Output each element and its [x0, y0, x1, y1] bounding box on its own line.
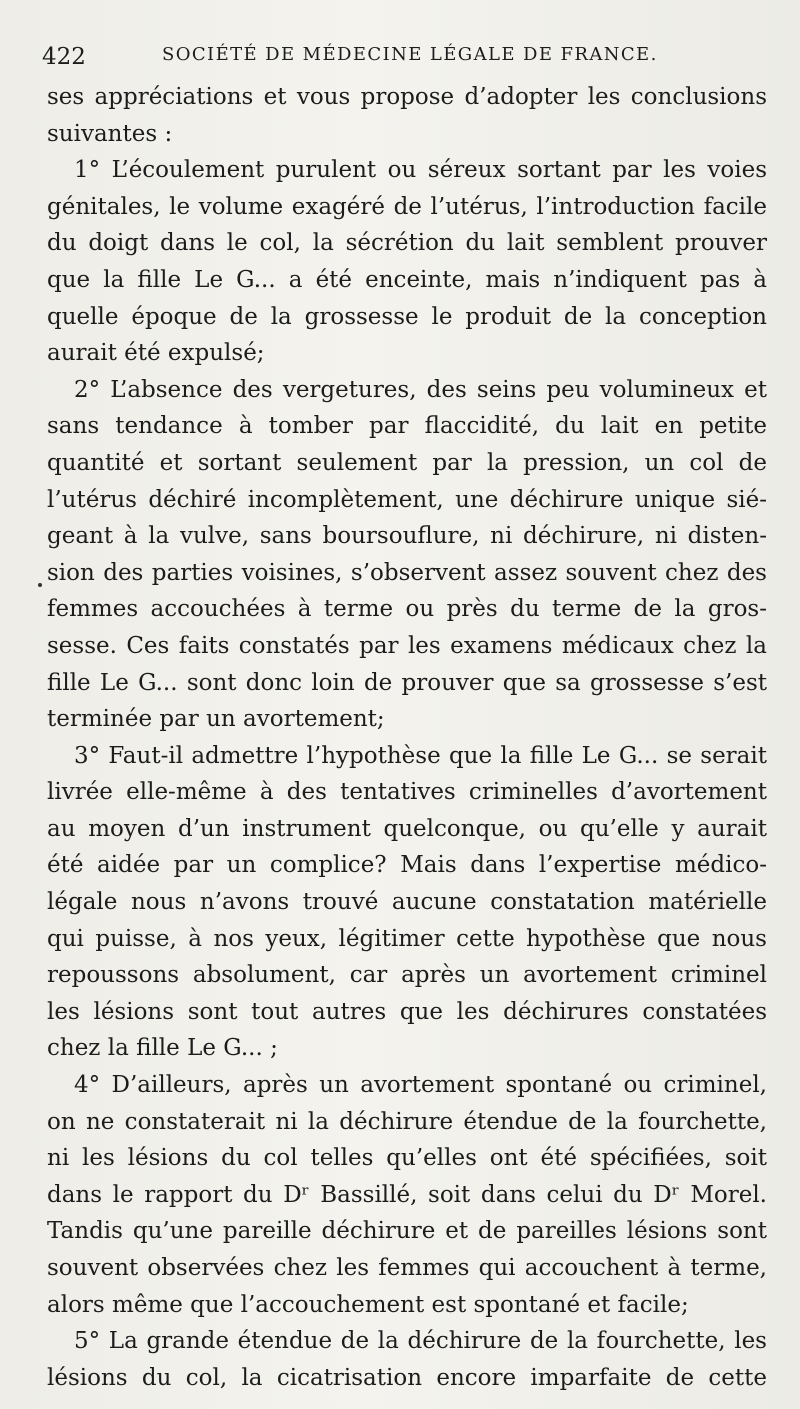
text-line: livrée elle-même à des tentatives criminelles d’avortement: [47, 779, 767, 806]
text-line: quantité et sortant seulement par la pression, un col de: [47, 449, 767, 476]
text-line: femmes accouchées à terme ou près du terme de la gros-: [47, 596, 767, 623]
text-line: l’utérus déchiré incomplètement, une déchirure unique sié-: [47, 486, 767, 513]
text-line: fille Le G... sont donc loin de prouver que sa grossesse s’est: [47, 669, 767, 696]
text-line: été aidée par un complice? Mais dans l’expertise médico-: [47, 852, 767, 879]
text-line: que la fille Le G... a été enceinte, mais n’indiquent pas à: [47, 266, 767, 293]
text-line: suivantes :: [47, 120, 173, 147]
text-line: Tandis qu’une pareille déchirure et de pareilles lésions sont: [47, 1218, 767, 1245]
text-line: repoussons absolument, car après un avortement criminel: [47, 962, 767, 989]
paragraph-first-line: 4° D’ailleurs, après un avortement spontané ou criminel,: [74, 1072, 767, 1099]
text-line: dans le rapport du Dʳ Bassillé, soit dans celui du Dʳ Morel.: [47, 1181, 767, 1208]
text-line: du doigt dans le col, la sécrétion du lait semblent prouver: [47, 230, 767, 257]
text-line: aurait été expulsé;: [47, 340, 265, 367]
margin-dot: [38, 583, 42, 587]
page-number: 422: [42, 44, 86, 70]
text-line: alors même que l’accouchement est spontané et facile;: [47, 1291, 689, 1318]
paragraph-first-line: 1° L’écoulement purulent ou séreux sortant par les voies: [74, 157, 767, 184]
paragraph-first-line: 3° Faut-il admettre l’hypothèse que la fille Le G... se serait: [74, 742, 767, 769]
text-line: ses appréciations et vous propose d’adopter les conclusions: [47, 84, 767, 110]
text-line: qui puisse, à nos yeux, légitimer cette hypothèse que nous: [47, 925, 767, 952]
text-line: sion des parties voisines, s’observent assez souvent chez des: [47, 559, 767, 586]
body-text: [47, 79, 767, 1396]
text-line: sesse. Ces faits constatés par les examens médicaux chez la: [47, 632, 767, 659]
text-line: lésions du col, la cicatrisation encore imparfaite de cette: [47, 1364, 767, 1391]
text-line: souvent observées chez les femmes qui accouchent à terme,: [47, 1255, 767, 1281]
text-line: les lésions sont tout autres que les déchirures constatées: [47, 998, 767, 1025]
text-line: au moyen d’un instrument quelconque, ou qu’elle y aurait: [47, 815, 767, 842]
text-line: on ne constaterait ni la déchirure étendue de la fourchette,: [47, 1108, 767, 1135]
text-line: sans tendance à tomber par flaccidité, du lait en petite: [47, 413, 767, 440]
text-line: geant à la vulve, sans boursouflure, ni déchirure, ni disten-: [47, 523, 767, 550]
text-line: ni les lésions du col telles qu’elles ont été spécifiées, soit: [47, 1145, 767, 1172]
text-line: génitales, le volume exagéré de l’utérus, l’introduction facile: [47, 193, 767, 220]
text-line: terminée par un avortement;: [47, 706, 385, 733]
text-line: chez la fille Le G... ;: [47, 1035, 278, 1062]
text-line: quelle époque de la grossesse le produit de la conception: [47, 303, 767, 330]
page-header: [42, 38, 762, 78]
paragraph-first-line: 5° La grande étendue de la déchirure de la fourchette, les: [74, 1328, 767, 1355]
running-head: SOCIÉTÉ DE MÉDECINE LÉGALE DE FRANCE.: [162, 44, 658, 65]
paragraph-first-line: 2° L’absence des vergetures, des seins peu volumineux et: [74, 376, 767, 403]
text-line: légale nous n’avons trouvé aucune constatation matérielle: [47, 889, 767, 916]
